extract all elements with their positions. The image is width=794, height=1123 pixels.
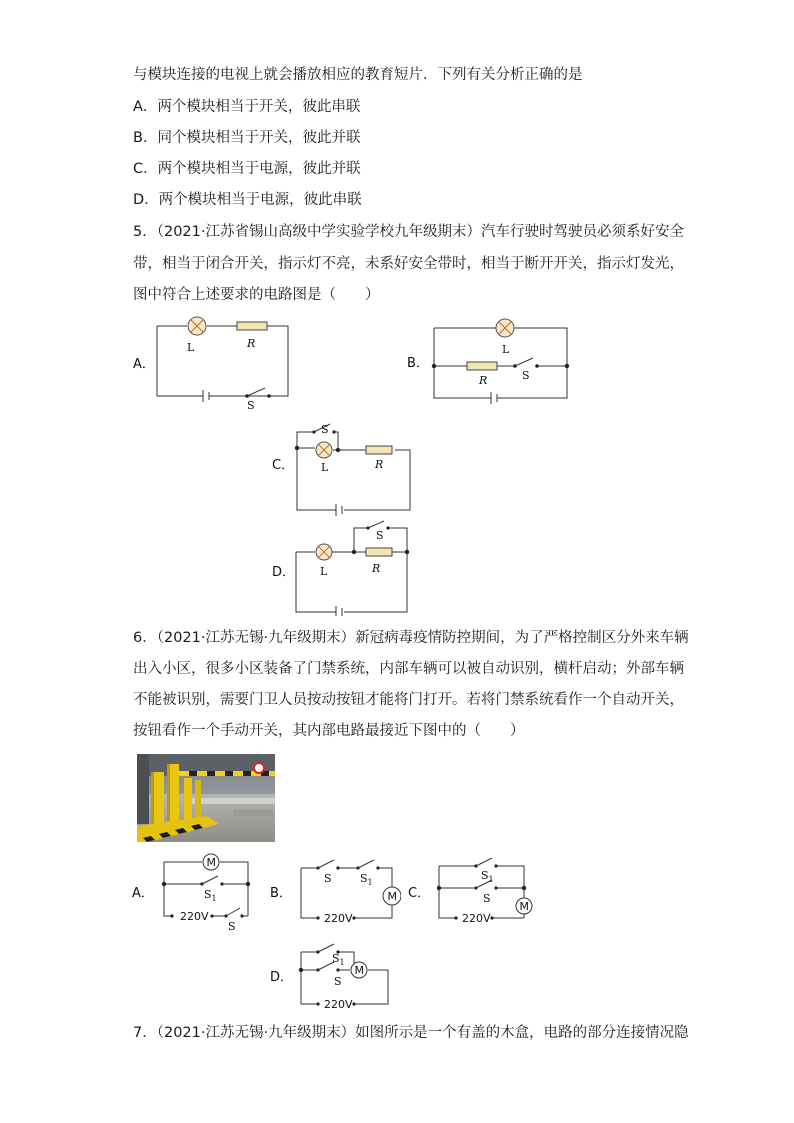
- q6-a-motor-label: M: [206, 856, 216, 869]
- q6-a-supply-label: 220V: [180, 910, 209, 923]
- q5-c-resistor: [366, 446, 392, 454]
- q5-c-resistor-label: R: [375, 458, 384, 471]
- q6-c-motor-label: M: [519, 900, 529, 913]
- q6-c-s1-label: $S_1$: [481, 869, 494, 884]
- q5-d-resistor: [366, 548, 392, 556]
- q6-line-2: 出入小区，很多小区装备了门禁系统，内部车辆可以被自动识别，横杆启动；外部车辆: [133, 661, 684, 677]
- q5-a-resistor-label: R: [247, 337, 256, 350]
- q5-c-lamp: [316, 442, 332, 458]
- q6-a-motor: [203, 854, 219, 870]
- q5-a-switch-label: S: [247, 399, 255, 412]
- q6-b-supply-label: 220V: [324, 912, 353, 925]
- q6-line-1: 6．（2021·江苏无锡·九年级期末）新冠病毒疫情防控期间，为了严格控制区分外来车辆: [133, 630, 689, 646]
- q7-line-1: 7．（2021·江苏无锡·九年级期末）如图所示是一个有盖的木盒，电路的部分连接情况隐: [133, 1025, 689, 1041]
- q6-b-s-label: S: [324, 872, 332, 885]
- q6-d-supply-label: 220V: [324, 998, 353, 1011]
- q6-d-option-label: D．: [270, 970, 294, 985]
- parking-gate-photo: [137, 754, 275, 842]
- q5-d-lamp-label: L: [320, 565, 328, 578]
- q4-option-b: B．同个模块相当于开关，彼此并联: [133, 130, 361, 146]
- q5-circuit-d: [268, 520, 418, 616]
- q4-option-a: A．两个模块相当于开关，彼此串联: [133, 99, 361, 115]
- q6-a-option-label: A．: [132, 886, 154, 901]
- q5-b-resistor-label: R: [479, 374, 488, 387]
- q5-b-lamp-label: L: [502, 343, 510, 356]
- q5-d-option-label: D．: [272, 565, 296, 580]
- q6-circuit-d: [266, 938, 401, 1018]
- q6-d-s-label: S: [334, 975, 342, 988]
- q5-circuit-c: [268, 418, 418, 518]
- q4-option-d: D．两个模块相当于电源，彼此串联: [133, 192, 362, 208]
- q6-c-option-label: C．: [408, 886, 431, 901]
- q5-a-lamp: [188, 317, 206, 335]
- q6-circuit-b: [266, 852, 401, 932]
- q5-d-resistor-label: R: [372, 562, 381, 575]
- q5-a-resistor: [237, 322, 267, 330]
- q5-d-lamp: [316, 544, 332, 560]
- intro-line: 与模块连接的电视上就会播放相应的教育短片．下列有关分析正确的是: [133, 67, 583, 83]
- q5-b-switch-label: S: [522, 369, 530, 382]
- q5-line-2: 带，相当于闭合开关，指示灯不亮，未系好安全带时，相当于断开开关，指示灯发光，: [133, 256, 684, 272]
- q5-circuit-b: [405, 318, 585, 410]
- q6-a-s1-label: $S_1$: [204, 888, 217, 903]
- q5-b-resistor: [467, 362, 497, 370]
- q5-c-switch-label: S: [321, 423, 329, 436]
- q5-line-1: 5．（2021·江苏省锡山高级中学实验学校九年级期末）汽车行驶时驾驶员必须系好安全: [133, 224, 684, 240]
- q5-a-lamp-label: L: [187, 341, 195, 354]
- q6-b-s1-label: $S_1$: [360, 872, 373, 887]
- q5-c-lamp-label: L: [321, 461, 329, 474]
- q6-c-supply-label: 220V: [462, 912, 491, 925]
- q6-a-s-label: S: [228, 920, 236, 933]
- q6-b-motor: [383, 887, 401, 905]
- q6-circuit-c: [404, 852, 539, 932]
- q5-c-option-label: C．: [272, 458, 295, 473]
- q4-option-c: C．两个模块相当于电源，彼此并联: [133, 161, 361, 177]
- q6-line-3: 不能被识别，需要门卫人员按动按钮才能将门打开。若将门禁系统看作一个自动开关，: [133, 692, 684, 708]
- q5-d-switch-label: S: [376, 529, 384, 542]
- q6-d-motor-label: M: [354, 964, 364, 977]
- q6-d-motor: [351, 962, 367, 978]
- q6-c-motor: [516, 898, 532, 914]
- q5-circuit-a: [125, 312, 305, 412]
- q6-c-s-label: S: [483, 892, 491, 905]
- q6-b-option-label: B．: [270, 886, 292, 901]
- q5-line-3: 图中符合上述要求的电路图是（ ）: [133, 287, 380, 303]
- q6-line-4: 按钮看作一个手动开关，其内部电路最接近下图中的（ ）: [133, 723, 525, 739]
- q6-b-motor-label: M: [387, 890, 397, 903]
- q6-circuit-a: [128, 852, 258, 934]
- q5-a-option-label: A．: [133, 357, 155, 372]
- q5-b-option-label: B．: [407, 356, 429, 371]
- q5-b-lamp: [496, 319, 514, 337]
- q6-d-s1-label: $S_1$: [332, 952, 345, 967]
